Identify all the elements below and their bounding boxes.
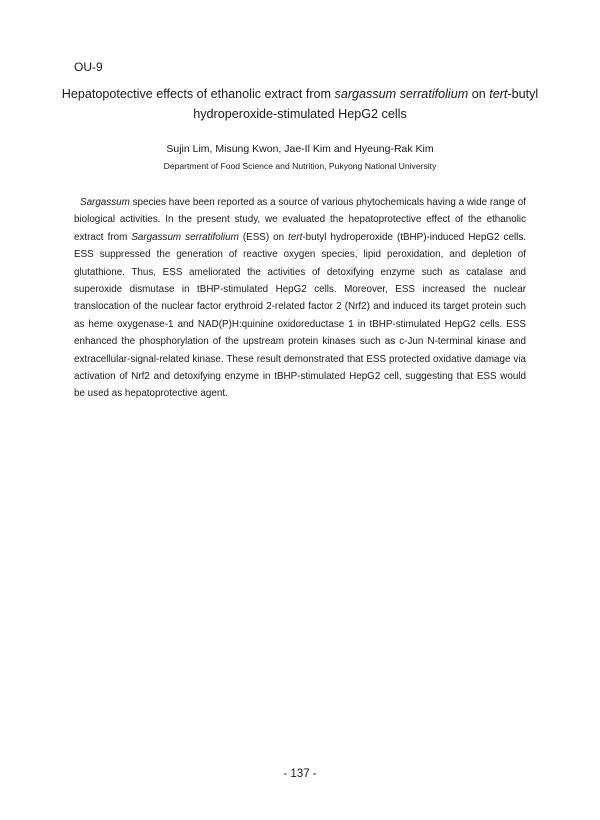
abstract-text-3: -butyl hydroperoxide (tBHP)-induced HepG2 cells. ESS suppressed the generation of reactive oxygen species, lipid peroxidation, and depletion of glutathione. Thus, ESS ameliorated the activities of detoxifying enzyme such as catalase and superoxide dismutase in tBHP-stimulated HepG2 cells. Moreover, ESS increased the nuclear translocation of the nuclear factor erythroid 2-related factor 2 (Nrf2) and induced its target protein such as heme oxygenase-1 and NAD(P)H:quinine oxidoreductase 1 in tBHP-stimulated HepG2 cells. ESS enhanced the phosphorylation of the upstream protein kinases such as c-Jun N-terminal kinase and extracellular-signal-related kinase. These result demonstrated that ESS protected oxidative damage via activation of Nrf2 and detoxifying enzyme in tBHP-stimulated HepG2 cell, suggesting that ESS would be used as hepatoprotective agent. [74, 231, 526, 400]
abstract-genus-italic: Sargassum [80, 197, 130, 208]
title-part-3: on [468, 87, 490, 101]
abstract-species-italic: Sargassum serratifolium [131, 231, 239, 243]
title-tert-italic: tert [489, 87, 508, 101]
affiliation: Department of Food Science and Nutrition, Pukyong National University [163, 161, 437, 171]
title-part-1: Hepatopotective effects of ethanolic extract from [61, 87, 335, 101]
abstract-text-1: species have been reported as a source of various phytochemicals having a wide range of biological activities. In the present study, we evaluated the hepatoprotective effect of the ethanolic extract from [74, 197, 526, 243]
authors: Sujin Lim, Misung Kwon, Jae-Il Kim and Hyeung-Rak Kim [166, 143, 434, 155]
paper-title [60, 84, 540, 124]
title-species-italic: sargassum serratifolium [334, 87, 469, 101]
abstract-code: OU-9 [74, 60, 103, 74]
abstract-body [74, 194, 526, 403]
abstract-tert-italic: tert [288, 231, 303, 243]
abstract-text-2: (ESS) on [238, 231, 289, 243]
title-part-5: -butyl hydroperoxide-stimulated HepG2 cells [193, 87, 539, 121]
page-number: - 137 - [283, 768, 317, 780]
